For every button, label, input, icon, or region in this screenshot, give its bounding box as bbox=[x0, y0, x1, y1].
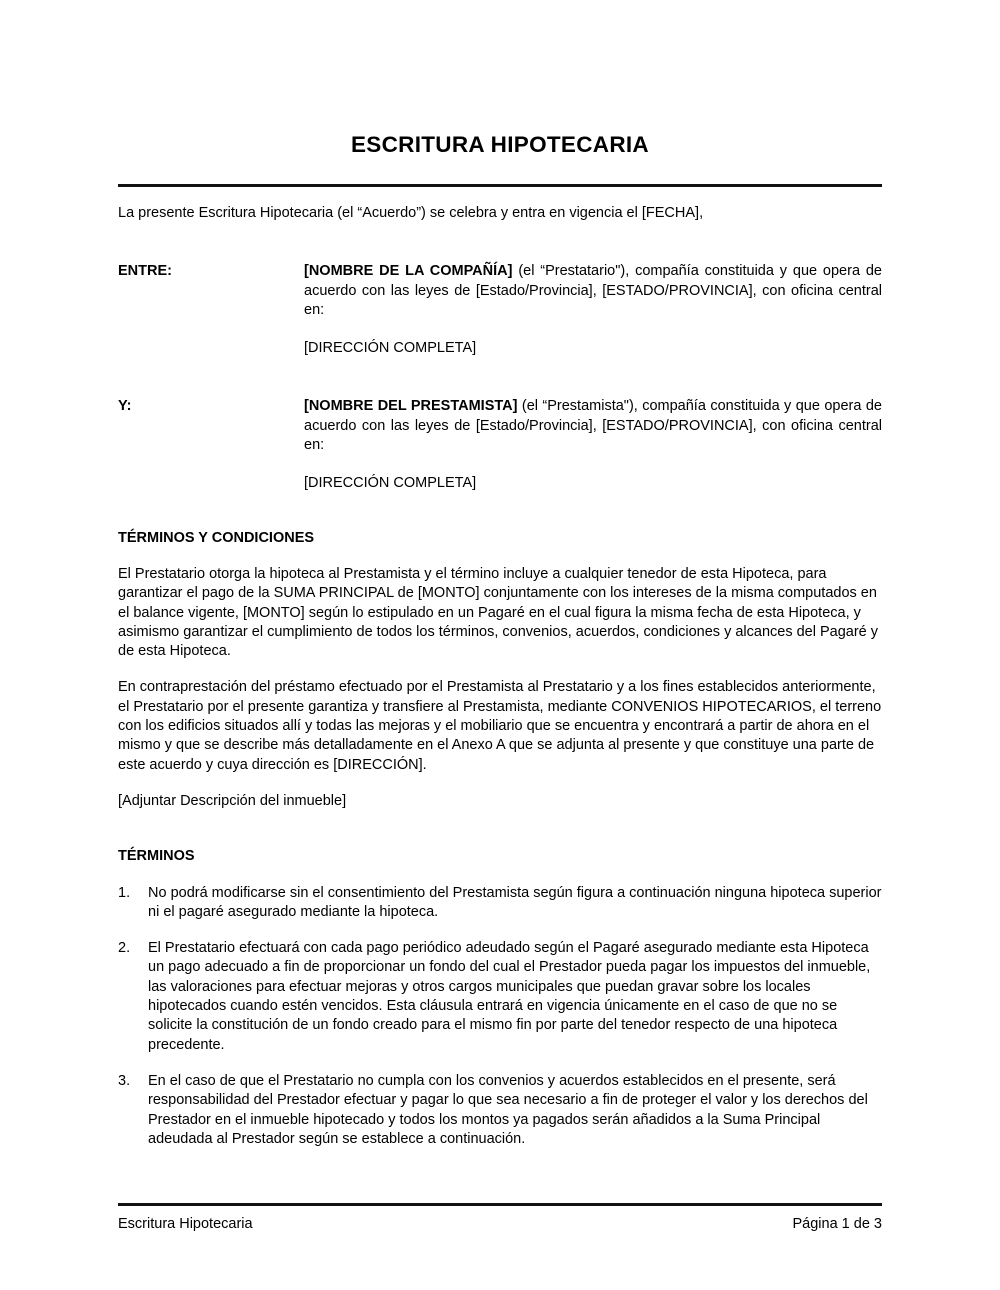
party-body-borrower bbox=[304, 262, 882, 320]
party-body-lender bbox=[304, 397, 882, 455]
company-name-placeholder: [NOMBRE DE LA COMPAÑÍA] bbox=[304, 263, 513, 280]
title-divider-rule bbox=[118, 184, 882, 187]
term-number-2: 2. bbox=[118, 940, 131, 957]
party-description-borrower: (el “Prestatario"), compañía constituida y que opera de acuerdo con las leyes de [Estado/Provincia], [ESTADO/PROVINCIA], con oficina central en: bbox=[304, 263, 882, 318]
address-placeholder-lender: [DIRECCIÓN COMPLETA] bbox=[304, 475, 477, 492]
party-block-borrower bbox=[118, 262, 882, 320]
page-footer bbox=[118, 1203, 882, 1234]
party-description-lender: (el “Prestamista"), compañía constituida y que opera de acuerdo con las leyes de [Estado/Provincia], [ESTADO/PROVINCIA], con oficina central en: bbox=[304, 398, 882, 454]
term-item-1 bbox=[118, 884, 882, 923]
footer-document-name: Escritura Hipotecaria bbox=[118, 1215, 253, 1232]
party-label-y: Y: bbox=[118, 398, 132, 415]
footer-page-number: Página 1 de 3 bbox=[792, 1215, 882, 1232]
term-item-3 bbox=[118, 1072, 882, 1149]
term-item-2 bbox=[118, 939, 882, 1055]
terms-conditions-heading: TÉRMINOS Y CONDICIONES bbox=[118, 529, 315, 546]
term-text-1: No podrá modificarse sin el consentimiento del Prestamista según figura a continuación ninguna hipoteca superior ni el pagaré asegurado mediante la hipoteca. bbox=[148, 884, 882, 920]
lender-name-placeholder: [NOMBRE DEL PRESTAMISTA] bbox=[304, 398, 518, 415]
party-label-entre: ENTRE: bbox=[118, 263, 172, 280]
document-title: ESCRITURA HIPOTECARIA bbox=[351, 132, 649, 157]
terms-conditions-paragraph-2: En contraprestación del préstamo efectuado por el Prestamista al Prestatario y a los fines establecidos anteriormente, el Prestatario por el presente garantiza y transfiere al Prestamista, mediante CONVENIOS HIPOTECARIOS, el terreno con los edificios situados allí y todas las mejoras y el mobiliario que se encuentra y encontrará a partir de ahora en el mismo y que se describe más detalladamente en el Anexo A que se adjunta al presente y que constituye una parte de este acuerdo y cuya dirección es [DIRECCIÓN]. bbox=[118, 679, 882, 773]
footer-divider-rule bbox=[118, 1203, 882, 1206]
term-text-2: El Prestatario efectuará con cada pago periódico adeudado según el Pagaré asegurado mediante esta Hipoteca un pago adecuado a fin de proporcionar un fondo del cual el Prestador pueda pagar los impuestos del inmueble, las valoraciones para efectuar mejoras y otros cargos municipales que puedan gravar sobre los locales hipotecados cuando estén vencidos. Esta cláusula entrará en vigencia únicamente en el caso de que no se solicite la constitución de un fondo creado para el mismo fin por parte del tenedor respecto de una hipoteca precedente. bbox=[148, 940, 871, 1053]
terms-heading: TÉRMINOS bbox=[118, 848, 195, 865]
attachment-note: [Adjuntar Descripción del inmueble] bbox=[118, 792, 347, 809]
term-number-1: 1. bbox=[118, 884, 131, 901]
party-block-lender bbox=[118, 397, 882, 455]
intro-paragraph: La presente Escritura Hipotecaria (el “Acuerdo”) se celebra y entra en vigencia el [FECHA], bbox=[118, 205, 704, 221]
terms-conditions-paragraph-1: El Prestatario otorga la hipoteca al Prestamista y el término incluye a cualquier tenedor de esta Hipoteca, para garantizar el pago de la SUMA PRINCIPAL de [MONTO] conjuntamente con los intereses de la misma computados en el balance vigente, [MONTO] según lo estipulado en un Pagaré en el cual figura la misma fecha de esta Hipoteca, y asimismo garantizar el cumplimiento de todos los términos, convenios, acuerdos, condiciones y alcances del Pagaré y de esta Hipoteca. bbox=[118, 565, 879, 660]
term-text-3: En el caso de que el Prestatario no cumpla con los convenios y acuerdos establecidos en el presente, será responsabilidad del Prestador efectuar y pagar lo que sea necesario a fin de proteger el valor y los derechos del Prestador en el inmueble hipotecado y todos los montos ya pagados serán añadidos a la Suma Principal adeudada al Prestador según se establece a continuación. bbox=[148, 1072, 868, 1147]
footer-row bbox=[118, 1215, 882, 1234]
term-number-3: 3. bbox=[118, 1072, 131, 1089]
address-placeholder-borrower: [DIRECCIÓN COMPLETA] bbox=[304, 340, 477, 357]
